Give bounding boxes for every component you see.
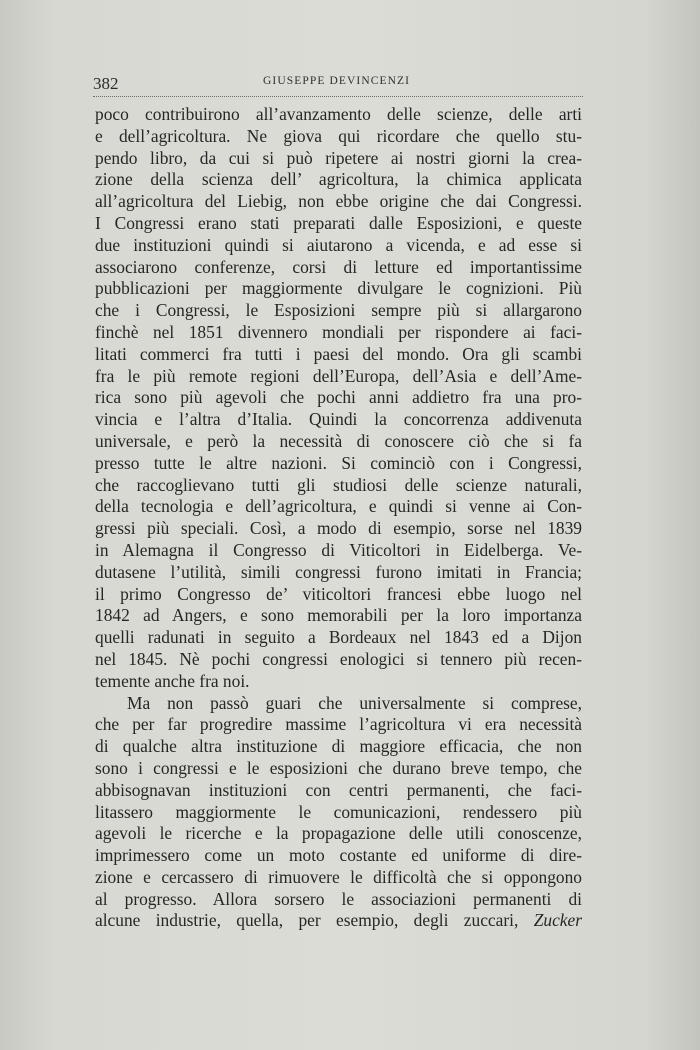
text-line: fra le più remote regioni dell’Europa, dell’Asia e dell’Ame- — [95, 365, 582, 386]
text-line: che per far progredire massime l’agricoltura vi era necessità — [95, 714, 582, 735]
text-line: Ma non passò guari che universalmente si comprese, — [127, 692, 582, 713]
text-line: all’agricoltura del Liebig, non ebbe origine che dai Congressi. — [95, 191, 582, 212]
text-line: presso tutte le altre nazioni. Si cominciò con i Congressi, — [95, 452, 582, 473]
text-line: gressi più speciali. Così, a modo di esempio, sorse nel 1839 — [95, 518, 582, 539]
body-text — [95, 104, 582, 932]
running-head-title: GIUSEPPE DEVINCENZI — [263, 75, 411, 87]
text-line: temente anche fra noi. — [95, 670, 250, 691]
text-line: pubblicazioni per maggiormente divulgare le cognizioni. Più — [95, 278, 582, 299]
text-line: pendo libro, da cui si può ripetere ai nostri giorni la crea- — [95, 147, 582, 168]
text-line: zione della scienza dell’ agricoltura, la chimica applicata — [95, 169, 582, 190]
text-line: di qualche altra instituzione di maggiore efficacia, che non — [95, 736, 582, 757]
text-line: due instituzioni quindi si aiutarono a vicenda, e ad esse si — [95, 234, 582, 255]
text-line-final-roman: alcune industrie, quella, per esempio, degli zuccari, — [95, 910, 534, 931]
text-line-final — [95, 910, 582, 932]
text-line: sono i congressi e le esposizioni che durano breve tempo, che — [95, 757, 582, 778]
text-line: imprimessero come un moto costante ed uniforme di dire- — [95, 845, 582, 866]
text-line: il primo Congresso de’ viticoltori francesi ebbe luogo nel — [95, 583, 582, 604]
text-line: che raccoglievano tutti gli studiosi delle scienze naturali, — [95, 474, 582, 495]
text-line: nel 1845. Nè pochi congressi enologici si tennero più recen- — [95, 648, 582, 669]
text-line: litati commerci fra tutti i paesi del mondo. Ora gli scambi — [95, 343, 582, 364]
text-line: al progresso. Allora sorsero le associazioni permanenti di — [95, 888, 582, 909]
text-line: universale, e però la necessità di conoscere ciò che si fa — [95, 430, 582, 451]
text-line: rica sono più agevoli che pochi anni addietro fra una pro- — [95, 387, 582, 408]
text-line: litassero maggiormente le comunicazioni, rendessero più — [95, 801, 582, 822]
text-line: I Congressi erano stati preparati dalle Esposizioni, e queste — [95, 212, 582, 233]
text-line: agevoli le ricerche e la propagazione delle utili conoscenze, — [95, 823, 582, 844]
text-line: dutasene l’utilità, simili congressi furono imitati in Francia; — [95, 561, 582, 582]
text-line: e dell’agricoltura. Ne giova qui ricordare che quello stu- — [95, 125, 582, 146]
text-line: abbisognavan instituzioni con centri permanenti, che faci- — [95, 779, 582, 800]
text-line: vincia e l’altra d’Italia. Quindi la concorrenza addivenuta — [95, 409, 582, 430]
page-number: 382 — [93, 74, 119, 93]
text-line: poco contribuirono all’avanzamento delle scienze, delle arti — [95, 104, 582, 124]
running-head — [93, 72, 583, 97]
text-line: quelli radunati in seguito a Bordeaux nel 1843 ed a Dijon — [95, 627, 582, 648]
italic-word: Zucker — [533, 910, 582, 931]
text-line: in Alemagna il Congresso di Viticoltori in Eidelberga. Ve- — [95, 539, 582, 560]
text-line: 1842 ad Angers, e sono memorabili per la loro importanza — [95, 605, 582, 626]
text-line: associarono conferenze, corsi di letture ed importantissime — [95, 256, 582, 277]
text-line: che i Congressi, le Esposizioni sempre più si allargarono — [95, 300, 582, 321]
text-line: zione e cercassero di rimuovere le difficoltà che si oppongono — [95, 866, 582, 887]
text-line: della tecnologia e dell’agricoltura, e quindi si venne ai Con- — [95, 496, 582, 517]
text-line: finchè nel 1851 divennero mondiali per rispondere ai faci- — [95, 321, 582, 342]
